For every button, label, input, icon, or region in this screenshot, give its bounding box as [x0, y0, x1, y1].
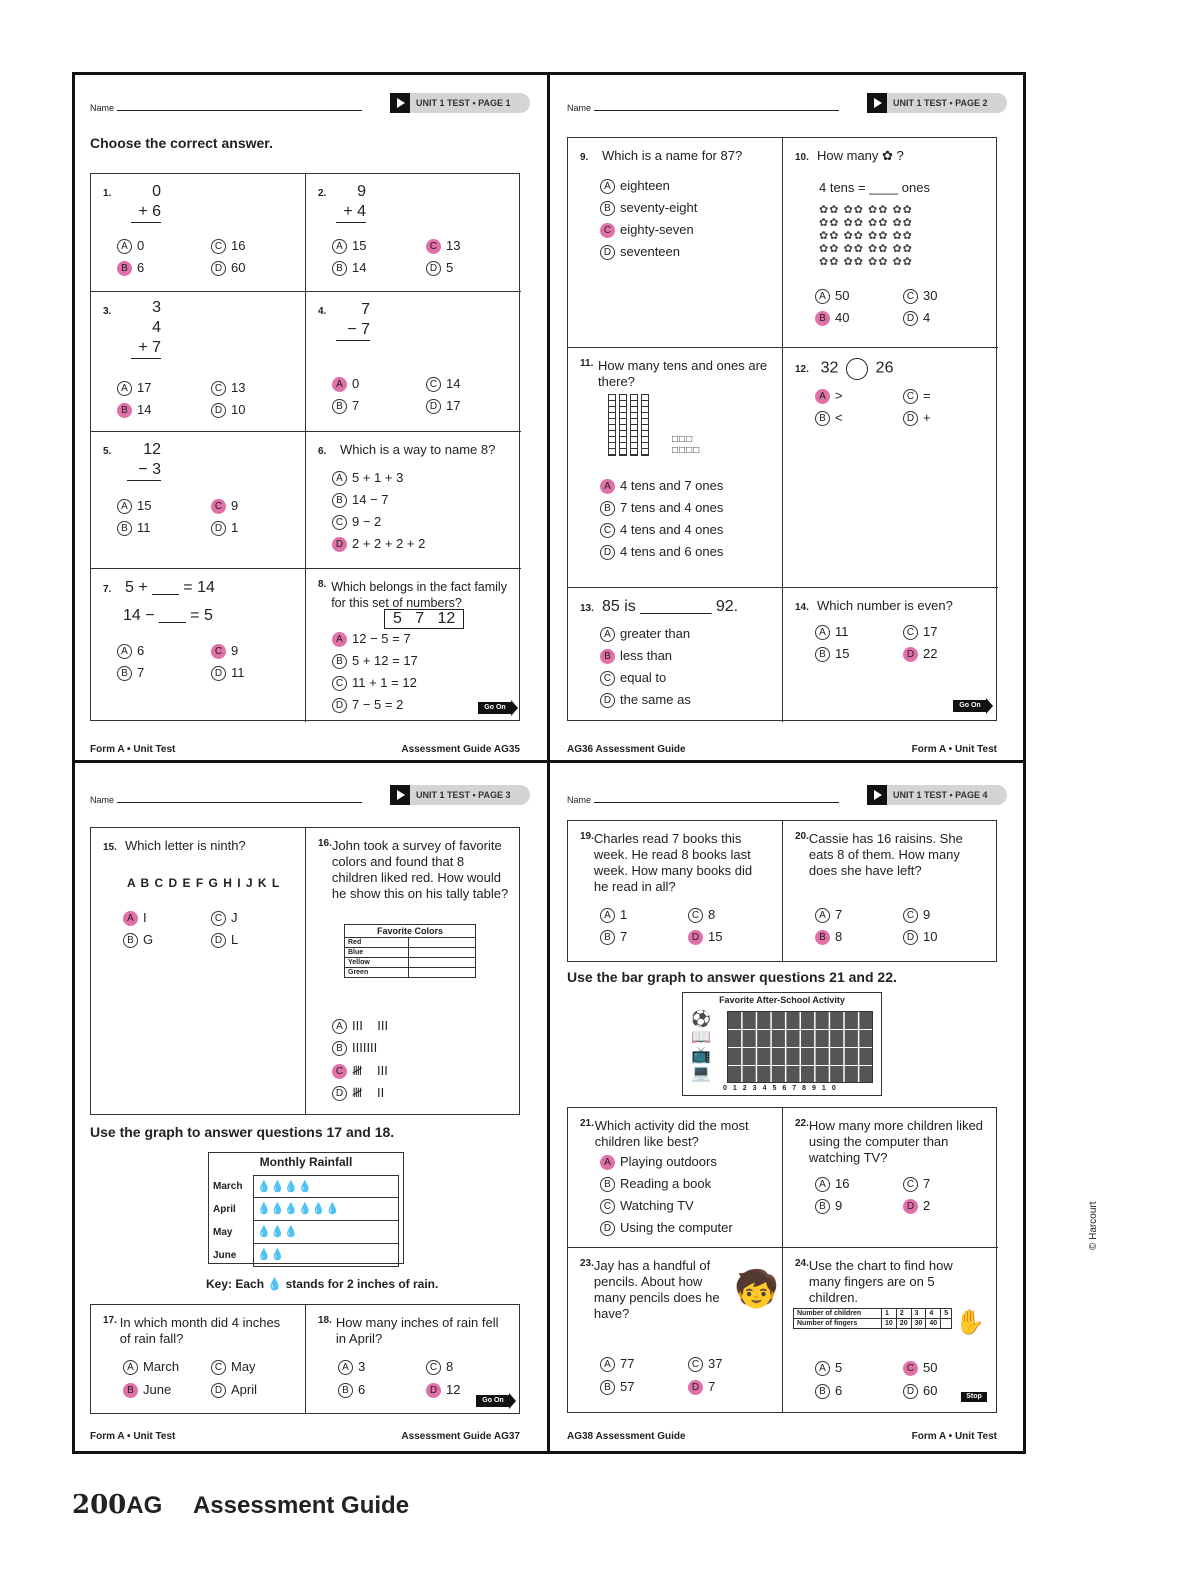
- answer-d[interactable]: D seventeen: [600, 244, 680, 260]
- answer-c[interactable]: C 9: [211, 643, 238, 659]
- answer-c[interactable]: C 7: [903, 1176, 930, 1192]
- answer-a[interactable]: A Playing outdoors: [600, 1154, 717, 1170]
- answer-d[interactable]: D 10: [211, 402, 245, 418]
- page-tab: UNIT 1 TEST • PAGE 4: [867, 785, 1007, 805]
- answer-b[interactable]: B 8: [815, 929, 842, 945]
- question-16: 16. John took a survey of favorite colors and found that 8 children liked red. How would he show this on his tally table? Favorite Colors Red Blue Yellow Green A III III B IIIIIII C 𝍸 III D 𝍸 II: [306, 828, 521, 1114]
- answer-d[interactable]: D 𝍸 II: [332, 1084, 384, 1106]
- answer-b[interactable]: B 14: [332, 260, 366, 276]
- divider-vertical: [547, 72, 550, 1454]
- answer-b[interactable]: B <: [815, 410, 843, 426]
- answer-c[interactable]: C =: [903, 388, 931, 404]
- question-1: 1. 0 + 6 A 0 B 6 C 16 D 60: [91, 174, 306, 292]
- question-13: 13. 85 is ________ 92. A greater than B less than C equal to D the same as: [568, 588, 783, 722]
- answer-a[interactable]: A 15: [117, 498, 151, 514]
- answer-a[interactable]: A 50: [815, 288, 849, 304]
- answer-c[interactable]: C 4 tens and 4 ones: [600, 522, 723, 538]
- answer-a[interactable]: A 6: [117, 643, 144, 659]
- answer-a[interactable]: A 0: [332, 376, 359, 392]
- answer-b[interactable]: B 15: [815, 646, 849, 662]
- question-23: 23. Jay has a handful of pencils. About how many pencils does he have? 🧒 A 77 B 57 C 37 D 7: [568, 1248, 783, 1412]
- answer-b[interactable]: B 6: [117, 260, 144, 276]
- answer-b[interactable]: B seventy-eight: [600, 200, 697, 216]
- answer-a[interactable]: A 15: [332, 238, 366, 254]
- compare-circle: [846, 358, 868, 380]
- ones-cubes: □□□ □□□□: [672, 434, 701, 456]
- answer-d[interactable]: D 1: [211, 520, 238, 536]
- footer-right: Form A • Unit Test: [911, 1431, 997, 1442]
- letter-row: A B C D E F G H I J K L: [127, 876, 281, 890]
- answer-b[interactable]: B 7 tens and 4 ones: [600, 500, 723, 516]
- answer-b[interactable]: B 7: [117, 665, 144, 681]
- answer-a[interactable]: A 7: [815, 907, 842, 923]
- question-grid-bottom: [567, 1107, 997, 1413]
- rainfall-pictograph: Monthly Rainfall March April May June 💧💧💧💧 💧💧💧💧💧💧 💧💧💧 💧💧: [208, 1152, 404, 1264]
- question-grid: [567, 137, 997, 721]
- answer-d[interactable]: D 17: [426, 398, 460, 414]
- answer-b[interactable]: B 6: [338, 1382, 365, 1398]
- go-on-arrow: Go On: [476, 1395, 510, 1407]
- question-8: 8. Which belongs in the fact family for this set of numbers? 5 7 12 A 12 − 5 = 7 B 5 + 12 = 17 C 11 + 1 = 12 D 7 − 5 = 2 Go On: [306, 569, 521, 722]
- answer-d[interactable]: D 7 − 5 = 2: [332, 697, 403, 713]
- play-icon: [390, 93, 410, 113]
- footer-left: Form A • Unit Test: [90, 744, 176, 755]
- answer-b[interactable]: B 6: [815, 1383, 842, 1399]
- answer-c[interactable]: C 𝍸 III: [332, 1062, 388, 1084]
- question-19: 19. Charles read 7 books this week. He read 8 books last week. How many books did he read in all? A 1 B 7 C 8 D 15: [568, 821, 783, 961]
- instruction: Use the graph to answer questions 17 and 18.: [90, 1124, 395, 1140]
- question-grid: [90, 173, 520, 721]
- bar-grid: [727, 1011, 873, 1083]
- answer-c[interactable]: C 50: [903, 1360, 937, 1376]
- answer-d[interactable]: D +: [903, 410, 931, 426]
- answer-d[interactable]: D 60: [903, 1383, 937, 1399]
- answer-b[interactable]: B 11: [117, 520, 151, 536]
- answer-a[interactable]: A I: [123, 910, 147, 926]
- answer-d[interactable]: D the same as: [600, 692, 691, 708]
- footer-right: Assessment Guide AG35: [401, 744, 520, 755]
- answer-b[interactable]: B 5 + 12 = 17: [332, 653, 418, 669]
- question-12: 12. 32 26 A > B < C = D +: [783, 348, 998, 588]
- answer-d[interactable]: D 4: [903, 310, 930, 326]
- go-on-arrow: Go On: [478, 702, 512, 714]
- footer-left: AG36 Assessment Guide: [567, 744, 686, 755]
- question-2: 2. 9 + 4 A 15 B 14 C 13 D 5: [306, 174, 521, 292]
- fact-family-box: 5 7 12: [384, 609, 464, 629]
- answer-b[interactable]: B less than: [600, 648, 672, 664]
- answer-b[interactable]: B G: [123, 932, 153, 948]
- name-field[interactable]: Name: [90, 795, 362, 805]
- answer-a[interactable]: A eighteen: [600, 178, 670, 194]
- footer-left: AG38 Assessment Guide: [567, 1431, 686, 1442]
- answer-b[interactable]: B June: [123, 1382, 171, 1398]
- question-6: 6. Which is a way to name 8? A 5 + 1 + 3 B 14 − 7 C 9 − 2 D 2 + 2 + 2 + 2: [306, 432, 521, 569]
- hands-icon: ✋: [955, 1309, 985, 1336]
- answer-b[interactable]: B 14 − 7: [332, 492, 389, 508]
- question-24: 24. Use the chart to find how many fingers are on 5 children. Number of children 1 2 3 4 5 Number of fingers 10 20 30 40 ✋ A 5 B 6 C 50 D 60 Stop: [783, 1248, 998, 1412]
- question-3: 3. 3 4 + 7 A 17 B 14 C 13 D 10: [91, 292, 306, 432]
- answer-b[interactable]: B 7: [332, 398, 359, 414]
- answer-b[interactable]: B 9: [815, 1198, 842, 1214]
- answer-c[interactable]: C 16: [211, 238, 245, 254]
- answer-d[interactable]: D 7: [688, 1379, 715, 1395]
- answer-c[interactable]: C 9: [211, 498, 238, 514]
- go-on-arrow: Go On: [953, 700, 987, 712]
- answer-b[interactable]: B IIIIIII: [332, 1040, 377, 1056]
- question-21: 21. Which activity did the most children like best? A Playing outdoors B Reading a book C Watching TV D Using the computer: [568, 1108, 783, 1248]
- play-icon: [867, 785, 887, 805]
- page-tab: UNIT 1 TEST • PAGE 1: [390, 93, 530, 113]
- answer-b[interactable]: B 40: [815, 310, 849, 326]
- answer-a[interactable]: A March: [123, 1359, 179, 1375]
- answer-a[interactable]: A 12 − 5 = 7: [332, 631, 411, 647]
- copyright: © Harcourt: [1088, 1201, 1099, 1250]
- question-grid-top: [567, 820, 997, 962]
- answer-c[interactable]: C 37: [688, 1356, 722, 1372]
- answer-c[interactable]: C 9: [903, 907, 930, 923]
- answer-c[interactable]: C 14: [426, 376, 460, 392]
- footer-left: Form A • Unit Test: [90, 1431, 176, 1442]
- answer-c[interactable]: C 11 + 1 = 12: [332, 675, 417, 691]
- answer-c[interactable]: C eighty-seven: [600, 222, 694, 238]
- question-5: 5. 12 − 3 A 15 B 11 C 9 D 1: [91, 432, 306, 569]
- answer-d[interactable]: D 5: [426, 260, 453, 276]
- answer-d[interactable]: D 10: [903, 929, 937, 945]
- graph-key: Key: Each 💧 stands for 2 inches of rain.: [206, 1277, 439, 1291]
- instruction: Use the bar graph to answer questions 21 and 22.: [567, 969, 897, 985]
- answer-d[interactable]: D 12: [426, 1382, 460, 1398]
- answer-b[interactable]: B 14: [117, 402, 151, 418]
- play-icon: [867, 93, 887, 113]
- answer-d[interactable]: D April: [211, 1382, 257, 1398]
- answer-a[interactable]: A 11: [815, 624, 849, 640]
- answer-a[interactable]: A >: [815, 388, 843, 404]
- tally-table: Favorite Colors Red Blue Yellow Green: [344, 924, 476, 978]
- name-field[interactable]: Name: [90, 103, 362, 113]
- answer-a[interactable]: A 17: [117, 380, 151, 396]
- answer-c[interactable]: C equal to: [600, 670, 666, 686]
- question-9: 9. Which is a name for 87? A eighteen B seventy-eight C eighty-seven D seventeen: [568, 138, 783, 348]
- answer-c[interactable]: C 17: [903, 624, 937, 640]
- question-grid-top: [90, 827, 520, 1115]
- answer-c[interactable]: C J: [211, 910, 238, 926]
- answer-b[interactable]: B 57: [600, 1379, 634, 1395]
- answer-d[interactable]: D Using the computer: [600, 1220, 733, 1236]
- footer-right: Assessment Guide AG37: [401, 1431, 520, 1442]
- answer-a[interactable]: A 16: [815, 1176, 849, 1192]
- question-11: 11. How many tens and ones are there? □□□ □□□□ A 4 tens and 7 ones B 7 tens and 4 ones C 4 tens and 4 ones D 4 tens and 6 ones: [568, 348, 783, 588]
- question-18: 18. How many inches of rain fell in April? A 3 B 6 C 8 D 12 Go On: [306, 1305, 521, 1413]
- question-grid-bottom: [90, 1304, 520, 1414]
- activity-icons: ⚽ 📖 📺 💻: [691, 1011, 711, 1082]
- answer-c[interactable]: C 30: [903, 288, 937, 304]
- answer-c[interactable]: C May: [211, 1359, 256, 1375]
- name-field[interactable]: Name: [567, 795, 839, 805]
- answer-a[interactable]: A greater than: [600, 626, 690, 642]
- name-field[interactable]: Name: [567, 103, 839, 113]
- divider-horizontal: [72, 760, 1026, 763]
- question-4: 4. 7 − 7 A 0 B 7 C 14 D 17: [306, 292, 521, 432]
- question-22: 22. How many more children liked using the computer than watching TV? A 16 B 9 C 7 D 2: [783, 1108, 998, 1248]
- answer-a[interactable]: A 4 tens and 7 ones: [600, 478, 723, 494]
- fingers-table: Number of children 1 2 3 4 5 Number of fingers 10 20 30 40: [793, 1308, 952, 1329]
- question-10: 10. How many ✿ ? 4 tens = ____ ones ✿✿ ✿✿ ✿✿ ✿✿ ✿✿ ✿✿ ✿✿ ✿✿ ✿✿ ✿✿ ✿✿ ✿✿ ✿✿ ✿✿ ✿✿ ✿✿ ✿✿ ✿✿ ✿✿ ✿✿ A 50 B 40 C 30 D 4: [783, 138, 998, 348]
- boy-illustration: 🧒: [734, 1268, 779, 1309]
- activity-bar-graph: Favorite After-School Activity ⚽ 📖 📺 💻 012345678910: [682, 992, 882, 1096]
- page-footer-title: 200AG Assessment Guide: [72, 1490, 410, 1520]
- page-1: [90, 85, 530, 755]
- question-17: 17. In which month did 4 inches of rain fall? A March B June C May D April: [91, 1305, 306, 1413]
- answer-a[interactable]: A 1: [600, 907, 627, 923]
- flower-groups: ✿✿ ✿✿ ✿✿ ✿✿ ✿✿ ✿✿ ✿✿ ✿✿ ✿✿ ✿✿ ✿✿ ✿✿ ✿✿ ✿✿ ✿✿ ✿✿ ✿✿ ✿✿ ✿✿ ✿✿: [819, 204, 913, 268]
- answer-c[interactable]: C 8: [688, 907, 715, 923]
- stop-sign: Stop: [961, 1392, 987, 1402]
- page-tab: UNIT 1 TEST • PAGE 3: [390, 785, 530, 805]
- question-14: 14. Which number is even? A 11 B 15 C 17 D 22 Go On: [783, 588, 998, 722]
- answer-b[interactable]: B Reading a book: [600, 1176, 711, 1192]
- answer-d[interactable]: D 22: [903, 646, 937, 662]
- answer-a[interactable]: A 3: [338, 1359, 365, 1375]
- answer-a[interactable]: A III III: [332, 1018, 388, 1034]
- page-2: [567, 85, 1007, 755]
- instruction: Choose the correct answer.: [90, 135, 273, 151]
- page-tab: UNIT 1 TEST • PAGE 2: [867, 93, 1007, 113]
- question-20: 20. Cassie has 16 raisins. She eats 8 of them. How many does she have left? A 7 B 8 C 9 D 10: [795, 831, 963, 944]
- answer-d[interactable]: D 15: [688, 929, 722, 945]
- answer-c[interactable]: C 13: [426, 238, 460, 254]
- answer-b[interactable]: B 7: [600, 929, 627, 945]
- answer-c[interactable]: C 8: [426, 1359, 453, 1375]
- question-15: 15. Which letter is ninth? A B C D E F G H I J K L A I B G C J D L: [91, 828, 306, 1114]
- footer-right: Form A • Unit Test: [911, 744, 997, 755]
- answer-d[interactable]: D L: [211, 932, 238, 948]
- answer-a[interactable]: A 0: [117, 238, 144, 254]
- play-icon: [390, 785, 410, 805]
- answer-d[interactable]: D 2: [903, 1198, 930, 1214]
- answer-c[interactable]: C Watching TV: [600, 1198, 694, 1214]
- question-7: 7. 5 + ___ = 14 14 − ___ = 5 A 6 B 7 C 9 D 11: [91, 569, 306, 722]
- page-3: [90, 777, 530, 1442]
- answer-d[interactable]: D 11: [211, 665, 245, 681]
- answer-c[interactable]: C 13: [211, 380, 245, 396]
- answer-a[interactable]: A 5 + 1 + 3: [332, 470, 403, 486]
- answer-d[interactable]: D 2 + 2 + 2 + 2: [332, 536, 425, 552]
- page-4: [567, 777, 1007, 1442]
- tens-rods: [608, 394, 649, 456]
- answer-c[interactable]: C 9 − 2: [332, 514, 381, 530]
- answer-a[interactable]: A 77: [600, 1356, 634, 1372]
- answer-a[interactable]: A 5: [815, 1360, 842, 1376]
- answer-d[interactable]: D 4 tens and 6 ones: [600, 544, 723, 560]
- answer-d[interactable]: D 60: [211, 260, 245, 276]
